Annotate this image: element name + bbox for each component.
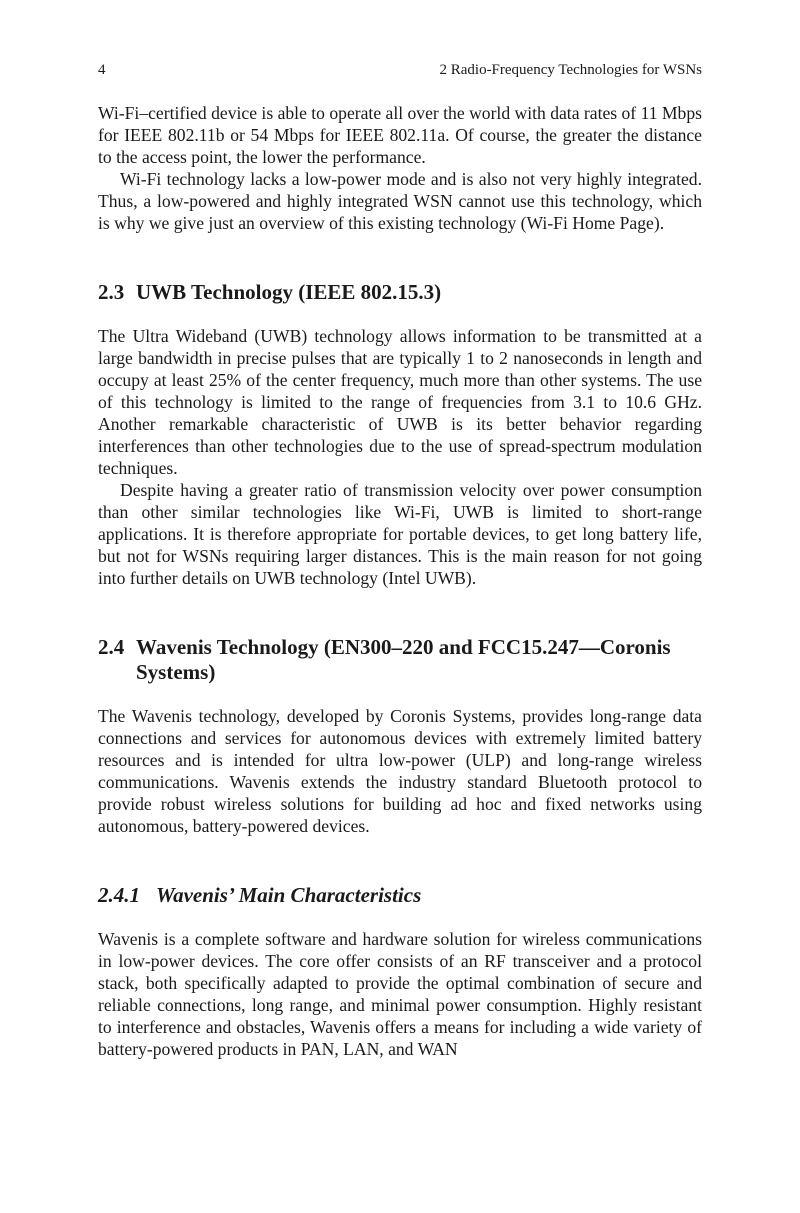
page-number: 4 [98,62,106,78]
section-title: Wavenis Technology (EN300–220 and FCC15.247—Coronis Systems) [136,635,671,684]
intro-text [98,102,702,234]
chapter-title: 2 Radio-Frequency Technologies for WSNs [439,62,702,78]
paragraph: The Ultra Wideband (UWB) technology allows information to be transmitted at a large bandwidth in precise pulses that are typically 1 to 2 nanoseconds in length and occupy at least 25% of the center frequency, much more than other systems. The use of this technology is limited to the range of frequencies from 3.1 to 10.6 GHz. Another remarkable characteristic of UWB is its better behavior regarding interferences than other technologies due to the use of spread-spectrum modulation techniques. [98,326,702,478]
section-number: 2.4 [98,635,125,659]
paragraph: Despite having a greater ratio of transmission velocity over power consumption than other similar technologies like Wi-Fi, UWB is limited to short-range applications. It is therefore appropriate for portable devices, to get long battery life, but not for WSNs requiring larger distances. This is the main reason for not going into further details on UWB technology (Intel UWB). [98,480,702,588]
subsection-title: Wavenis’ Main Characteristics [156,883,422,907]
paragraph: Wi-Fi technology lacks a low-power mode and is also not very highly integrated. Thus, a low-powered and highly integrated WSN cannot use this technology, which is why we give just an overview of this existing technology (Wi-Fi Home Page). [98,169,702,233]
section-heading-2-4 [98,635,702,685]
section-number: 2.3 [98,280,125,304]
running-head [98,60,702,80]
section-2-4-body [98,705,702,837]
page [98,60,702,1060]
paragraph: Wavenis is a complete software and hardware solution for wireless communications in low-power devices. The core offer consists of an RF transceiver and a protocol stack, both specifically adapted to provide the optimal combination of secure and reliable connections, long range, and minimal power consumption. Highly resistant to interference and obstacles, Wavenis offers a means for including a wide variety of battery-powered products in PAN, LAN, and WAN [98,929,702,1059]
section-heading-2-3 [98,280,702,305]
section-title: UWB Technology (IEEE 802.15.3) [136,280,442,304]
subsection-number: 2.4.1 [98,883,140,907]
section-2-3-body [98,325,702,589]
paragraph: Wi-Fi–certified device is able to operate all over the world with data rates of 11 Mbps for IEEE 802.11b or 54 Mbps for IEEE 802.11a. Of course, the greater the distance to the access point, the lower the performance. [98,103,702,167]
subsection-heading-2-4-1 [98,883,702,908]
paragraph: The Wavenis technology, developed by Coronis Systems, provides long-range data connections and services for autonomous devices with extremely limited battery resources and is intended for ultra low-power (ULP) and long-range wireless communications. Wavenis extends the industry standard Bluetooth protocol to provide robust wireless solutions for building ad hoc and fixed networks using autonomous, battery-powered devices. [98,706,702,836]
section-2-4-1-body [98,928,702,1060]
